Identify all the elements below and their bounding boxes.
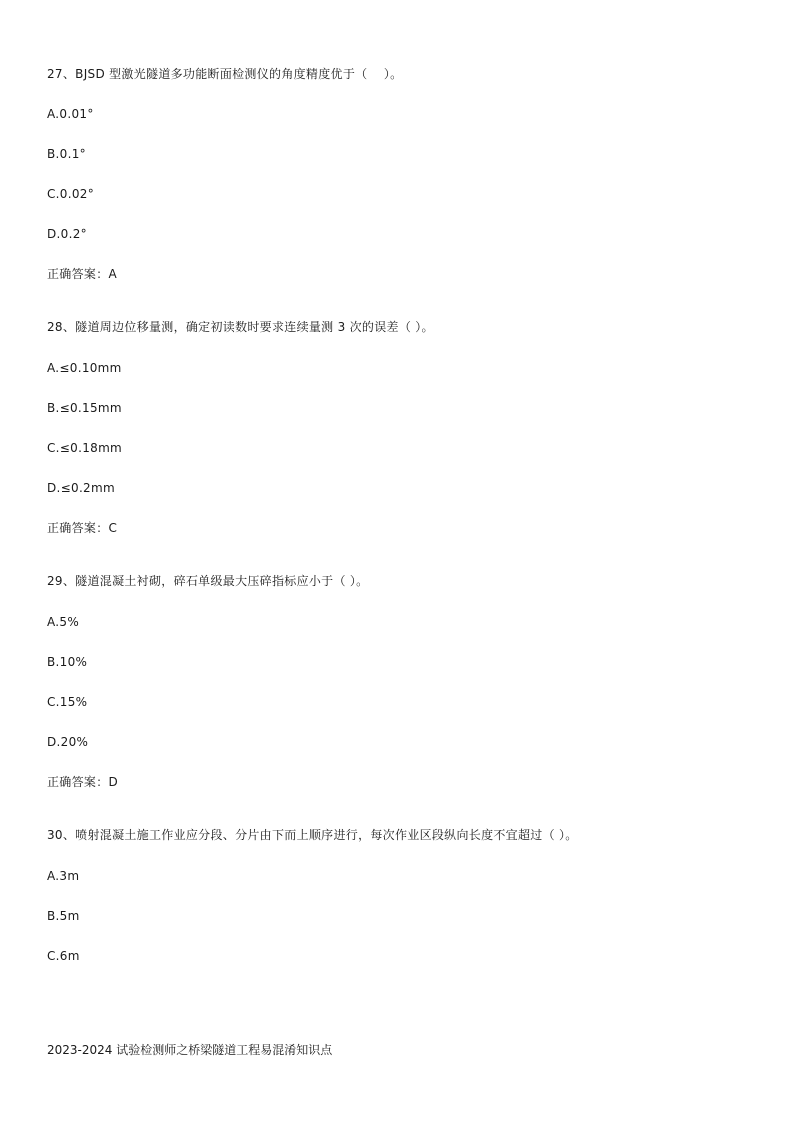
question-29-stem: 29、隧道混凝土衬砌，碎石单级最大压碎指标应小于（ ）。 [47, 574, 369, 588]
question-28-option-b: B.≤0.15mm [47, 401, 122, 415]
question-27-option-d: D.0.2° [47, 227, 87, 241]
question-28-option-c: C.≤0.18mm [47, 441, 123, 455]
question-28-option-d: D.≤0.2mm [47, 481, 115, 495]
question-29-option-b: B.10% [47, 655, 88, 669]
question-30-option-b: B.5m [47, 909, 80, 923]
question-27-option-b: B.0.1° [47, 147, 86, 161]
question-27-answer: 正确答案：A [47, 267, 118, 281]
question-29-answer: 正确答案：D [47, 775, 119, 789]
document-footer-title: 2023-2024 试验检测师之桥梁隧道工程易混淆知识点 [47, 1043, 333, 1057]
question-29-option-a: A.5% [47, 615, 80, 629]
question-30-option-c: C.6m [47, 949, 80, 963]
question-30-option-a: A.3m [47, 869, 80, 883]
question-28-stem: 28、隧道周边位移量测，确定初读数时要求连续量测 3 次的误差（ ）。 [47, 320, 434, 334]
question-28-option-a: A.≤0.10mm [47, 361, 122, 375]
question-29-option-d: D.20% [47, 735, 89, 749]
question-27-stem: 27、BJSD 型激光隧道多功能断面检测仪的角度精度优于（ ）。 [47, 67, 403, 81]
question-30-stem: 30、喷射混凝土施工作业应分段、分片由下而上顺序进行，每次作业区段纵向长度不宜超过（ ）。 [47, 828, 578, 842]
question-28-answer: 正确答案：C [47, 521, 118, 535]
question-27-option-a: A.0.01° [47, 107, 94, 121]
question-29-option-c: C.15% [47, 695, 88, 709]
question-27-option-c: C.0.02° [47, 187, 95, 201]
